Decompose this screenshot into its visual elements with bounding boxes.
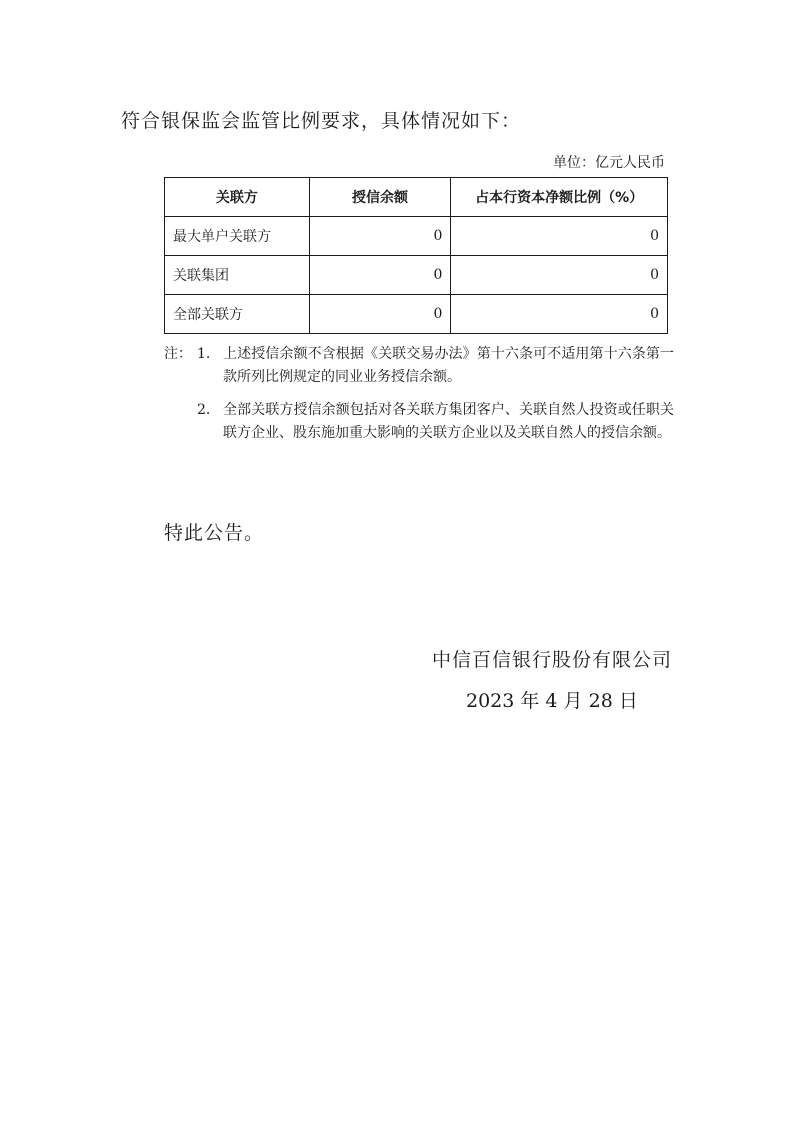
header-capital-ratio: 占本行资本净额比例（%） [451,178,668,217]
table-header-row [165,178,668,217]
row-name: 关联集团 [165,256,310,295]
note-number: 1. [197,346,211,362]
notes-section [164,343,674,445]
table-row [165,295,668,334]
row-ratio: 0 [451,295,668,334]
unit-label: 单位：亿元人民币 [553,155,665,171]
row-ratio: 0 [451,217,668,256]
row-credit: 0 [309,217,451,256]
row-credit: 0 [309,256,451,295]
closing-statement: 特此公告。 [164,522,265,544]
notes-prefix: 注： [164,346,192,362]
note-text: 上述授信余额不含根据《关联交易办法》第十六条可不适用第十六条第一款所列比例规定的同业业务授信余额。 [223,346,674,385]
table-row [165,256,668,295]
note-text: 全部关联方授信余额包括对各关联方集团客户、关联自然人投资或任职关联方企业、股东施加重大影响的关联方企业以及关联自然人的授信余额。 [223,402,674,441]
row-name: 最大单户关联方 [165,217,310,256]
row-name: 全部关联方 [165,295,310,334]
intro-text: 符合银保监会监管比例要求，具体情况如下： [121,110,522,132]
note-item [164,343,674,389]
row-credit: 0 [309,295,451,334]
header-related-party: 关联方 [165,178,310,217]
related-party-table [164,177,668,334]
row-ratio: 0 [451,256,668,295]
company-name: 中信百信银行股份有限公司 [431,649,672,671]
note-item [164,399,674,445]
note-number: 2. [197,402,211,418]
header-credit-balance: 授信余额 [309,178,451,217]
announcement-date: 2023 年 4 月 28 日 [466,690,638,712]
table-row [165,217,668,256]
